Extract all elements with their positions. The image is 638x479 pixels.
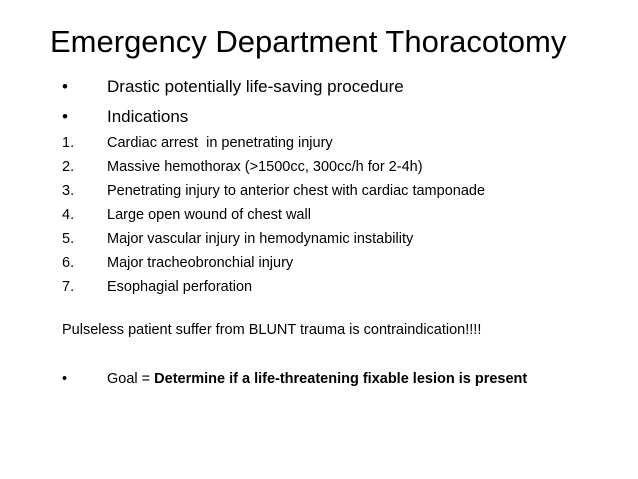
bullet-text: Drastic potentially life-saving procedure	[107, 77, 404, 96]
indication-text: Major vascular injury in hemodynamic instability	[107, 231, 414, 247]
indication-text: Massive hemothorax (>1500cc, 300cc/h for 2-4h)	[107, 159, 423, 175]
goal-text	[107, 369, 527, 389]
indication-text: Major tracheobronchial injury	[107, 255, 294, 271]
bullet-marker: •	[62, 371, 68, 387]
slide-title: Emergency Department Thoracotomy	[50, 24, 567, 59]
indication-text: Cardiac arrest in penetrating injury	[107, 135, 333, 151]
indication-number: 3.	[62, 183, 75, 199]
bullet-marker: •	[62, 77, 68, 96]
goal-prefix: Goal =	[107, 371, 155, 387]
indication-text: Large open wound of chest wall	[107, 207, 311, 223]
indication-number: 4.	[62, 207, 75, 223]
indication-number: 5.	[62, 231, 75, 247]
indication-text: Esophagial perforation	[107, 279, 253, 295]
contraindication-note: Pulseless patient suffer from BLUNT trauma is contraindication!!!!	[62, 322, 482, 338]
indication-text: Penetrating injury to anterior chest with cardiac tamponade	[107, 183, 486, 199]
indication-number: 7.	[62, 279, 75, 295]
goal-emphasis: Determine if a life-threatening fixable lesion is present	[154, 371, 528, 387]
bullet-text: Indications	[107, 107, 189, 126]
indication-number: 6.	[62, 255, 75, 271]
bullet-marker: •	[62, 107, 68, 126]
indication-number: 1.	[62, 135, 75, 151]
indication-number: 2.	[62, 159, 75, 175]
